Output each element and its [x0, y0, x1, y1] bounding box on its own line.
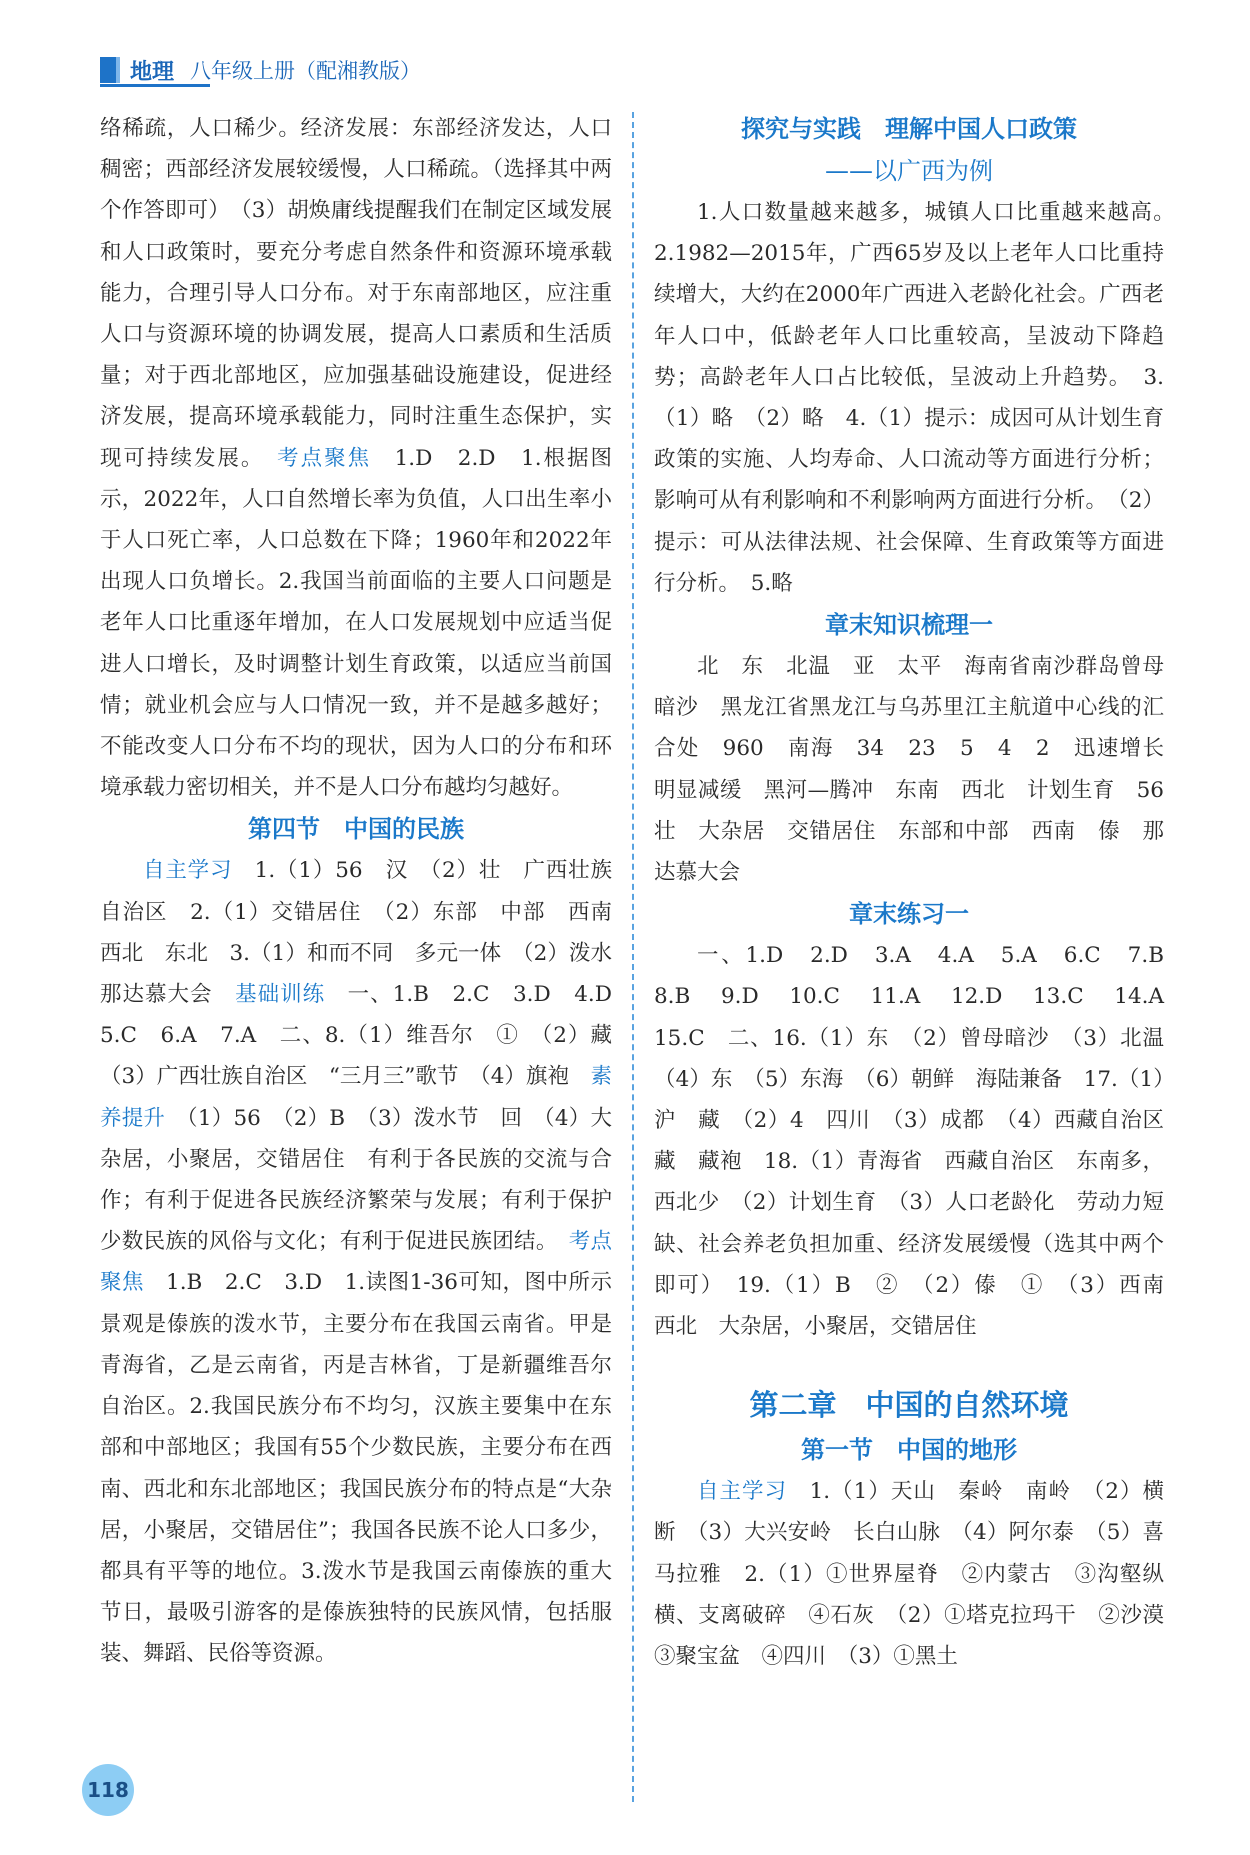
- answer-paragraph: [100, 108, 612, 808]
- keyword-label: 考点聚焦: [100, 1229, 612, 1296]
- section-title: 第四节 中国的民族: [248, 815, 464, 844]
- column-divider: [632, 112, 634, 1802]
- right-column: [654, 108, 1186, 1677]
- answer-text: 1.B 2.C 3.D 1.读图1-36可知，图中所示景观是傣族的泼水节，主要分布在我国云南省。甲是青海省，乙是云南省，丙是吉林省，丁是新疆维吾尔自治区。2.我国民族分布不均匀，汉族主要集中在东部和中部地区；我国有55个少数民族，主要分布在西南、西北和东北部地区；我国民族分布的特点是“大杂居，小聚居，交错居住”；我国各民族不论人口多少，都具有平等的地位。3.泼水节是我国云南傣族的重大节日，最吸引游客的是傣族独特的民族风情，包括服装、舞蹈、民俗等资源。: [100, 1270, 612, 1667]
- answer-text: （1）56 （2）B （3）泼水节 回 （4）大杂居，小聚居，交错居住 有利于各民族的交流与合作；有利于促进各民族经济繁荣与发展；有利于保护少数民族的风俗与文化；有利于促进民族团结。: [100, 1105, 612, 1255]
- answer-text: 1.（1）56 汉 （2）壮 广西壮族自治区 2.（1）交错居住 （2）东部 中部 西南 西北 东北 3.（1）和而不同 多元一体 （2）泼水 那达慕大会: [100, 858, 634, 1008]
- keyword-label: 考点聚焦: [277, 445, 372, 471]
- left-column: [100, 108, 634, 1675]
- subject-label: 地理: [130, 59, 175, 85]
- answer-text: 1.D 2.D 1.根据图示，2022年，人口自然增长率为负值，人口出生率小于人口死亡率，人口总数在下降；1960年和2022年出现人口负增长。2.我国当前面临的主要人口问题是老年人口比重逐年增加，在人口发展规划中应适当促进人口增长，及时调整计划生育政策，以适应当前国情；就业机会应与人口情况一致，并不是越多越好；不能改变人口分布不均的现状，因为人口的分布和环境承载力密切相关，并不是人口分布越均匀越好。: [100, 445, 612, 801]
- answer-paragraph: [100, 850, 634, 1674]
- section-title: 第一节 中国的地形: [801, 1436, 1017, 1465]
- keyword-label: 素养提升: [100, 1064, 612, 1131]
- practice-answers: 1.人口数量越来越多，城镇人口比重越来越高。 2.1982—2015年，广西65岁及以上老年人口比重持续增大，大约在2000年广西进入老龄化社会。广西老年人口中，低龄老年人口比重较高，呈波动下降趋势；高龄老年人口占比较低，呈波动上升趋势。 3.（1）略 （2）略 4.（1）提示：成因可从计划生育政策的实施、人均寿命、人口流动等方面进行分析；影响可从有利影响和不利影响两方面进行分析。 （2）提示：可从法律法规、社会保障、生育政策等方面进行分析。 5.略: [654, 200, 1186, 596]
- practice-title: 探究与实践 理解中国人口政策: [741, 115, 1077, 143]
- exercise-answers: 一、1.D 2.D 3.A 4.A 5.A 6.C 7.B 8.B 9.D 10.C 11.A 12.D 13.C 14.A 15.C 二、16.（1）东 （2）曾母暗沙 （3）北温 （4）东 （5）东海 （6）朝鲜 海陆兼备 17.（1）沪 藏 （2）4 四川 （3）成都 （4）西藏自治区 藏 藏袍 18.（1）青海省 西藏自治区 东南多，西北少 （2）计划生育 （3）人口老龄化 劳动力短缺、社会养老负担加重、经济发展缓慢（选其中两个即可） 19.（1）B ② （2）傣 ① （3）西南 西北 大杂居，小聚居，交错居住: [654, 943, 1186, 1340]
- practice-subtitle: ——以广西为例: [825, 157, 993, 185]
- header-underline: [100, 84, 210, 87]
- keyword-label: 基础训练: [235, 982, 326, 1008]
- keyword-label: 自主学习: [143, 858, 233, 884]
- answer-paragraph: [654, 1471, 1186, 1677]
- summary-title: 章末知识梳理一: [825, 611, 993, 640]
- header-bar-icon: [100, 57, 116, 83]
- book-title: 八年级上册（配湘教版）: [190, 59, 422, 83]
- exercise-title: 章末练习一: [849, 900, 969, 929]
- page-number: 118: [82, 1764, 134, 1816]
- summary-answers: 北 东 北温 亚 太平 海南省南沙群岛曾母暗沙 黑龙江省黑龙江与乌苏里江主航道中心线的汇合处 960 南海 34 23 5 4 2 迅速增长 明显减缓 黑河—腾冲 东南 西北 计划生育 56 壮 大杂居 交错居住 东部和中部 西南 傣 那达慕大会: [654, 654, 1186, 886]
- chapter-title: 第二章 中国的自然环境: [749, 1388, 1069, 1423]
- keyword-label: 自主学习: [697, 1479, 788, 1505]
- answer-text: 络稀疏，人口稀少。经济发展：东部经济发达，人口稠密；西部经济发展较缓慢，人口稀疏。（选择其中两个作答即可） （3）胡焕庸线提醒我们在制定区域发展和人口政策时，要充分考虑自然条件和资源环境承载能力，合理引导人口分布。对于东南部地区，应注重人口与资源环境的协调发展，提高人口素质和生活质量；对于西北部地区，应加强基础设施建设，促进经济发展，提高环境承载能力，同时注重生态保护，实现可持续发展。: [100, 116, 612, 471]
- answer-text: 1.（1）天山 秦岭 南岭 （2）横断 （3）大兴安岭 长白山脉 （4）阿尔泰 （5）喜马拉雅 2.（1）①世界屋脊 ②内蒙古 ③沟壑纵横、支离破碎 ④石灰 （2）①塔克拉玛干 ②沙漠 ③聚宝盆 ④四川 （3）①黑土: [654, 1479, 1186, 1670]
- answer-text: 一、1.B 2.C 3.D 4.D 5.C 6.A 7.A 二、8.（1）维吾尔 ① （2）藏 （3）广西壮族自治区 “三月三”歌节 （4）旗袍: [100, 982, 634, 1090]
